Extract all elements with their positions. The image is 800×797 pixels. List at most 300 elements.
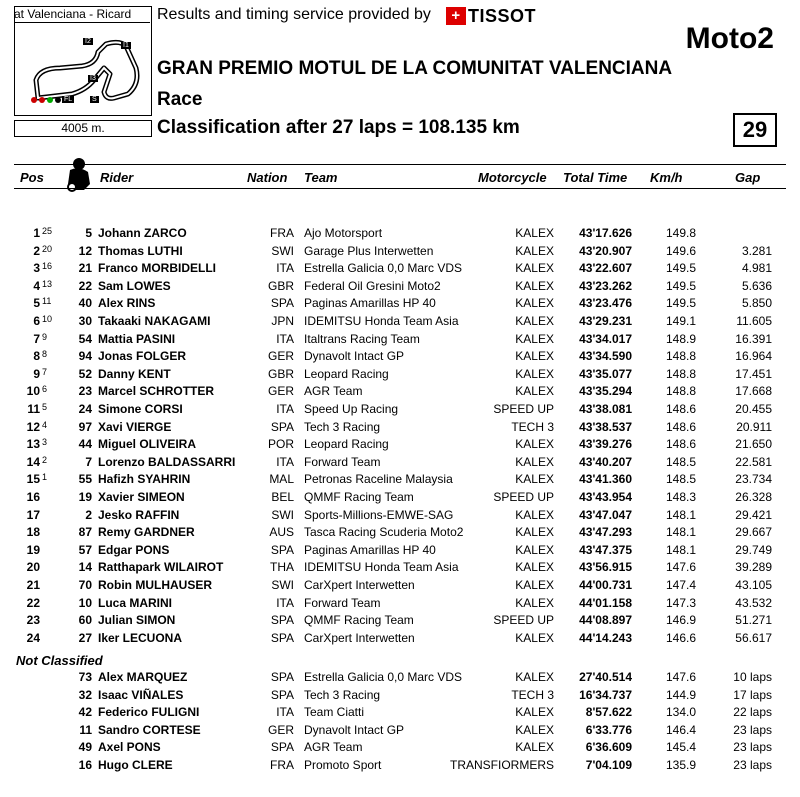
cell-time: 44'14.243: [579, 630, 632, 645]
col-nation: Nation: [247, 170, 288, 185]
cell-time: 43'17.626: [579, 226, 632, 240]
cell-rider: Remy GARDNER: [98, 525, 195, 540]
cell-num: 57: [78, 542, 92, 557]
cell-moto: KALEX: [515, 507, 554, 522]
track-map-icon: [16, 24, 148, 112]
cell-pos: 12: [26, 419, 40, 434]
cell-rider: Simone CORSI: [98, 402, 183, 416]
cell-pos: 4: [33, 278, 40, 293]
cell-time: 43'47.293: [579, 525, 632, 540]
cell-time: 7'04.109: [585, 758, 632, 772]
cell-team: Tech 3 Racing: [304, 419, 381, 434]
classification-title: Classification after 27 laps = 108.135 km: [157, 117, 520, 138]
cell-rider: Miguel OLIVEIRA: [98, 437, 197, 452]
cell-num: 52: [78, 366, 92, 381]
cell-pos: 1: [33, 226, 40, 240]
cell-nation: FRA: [270, 758, 294, 772]
cell-grid: 3: [42, 437, 48, 448]
cell-num: 24: [78, 402, 92, 416]
cell-gap: 17.451: [735, 366, 772, 381]
cell-gap: 4.981: [741, 261, 772, 276]
col-total-time: Total Time: [563, 170, 628, 185]
cell-num: 55: [78, 472, 92, 487]
cell-moto: KALEX: [515, 472, 554, 487]
cell-team: Forward Team: [304, 595, 381, 610]
cell-kmh: 149.1: [665, 314, 696, 328]
cell-kmh: 147.6: [665, 560, 696, 575]
table-row: [0, 260, 800, 277]
cell-pos: 2: [33, 243, 40, 258]
cell-kmh: 149.5: [665, 261, 696, 276]
cell-grid: 2: [42, 454, 48, 465]
cell-time: 43'41.360: [579, 472, 632, 487]
cell-num: 97: [78, 419, 92, 434]
track-name: at Valenciana - Ricard: [14, 6, 150, 23]
cell-pos: 11: [27, 402, 40, 416]
cell-team: Paginas Amarillas HP 40: [304, 296, 436, 311]
marker-i3: I3: [90, 75, 96, 82]
cell-nation: FRA: [270, 226, 294, 240]
cell-team: Forward Team: [304, 454, 381, 469]
cell-pos: 14: [26, 454, 40, 469]
cell-nation: SPA: [270, 296, 294, 311]
cell-pos: 24: [26, 630, 40, 645]
table-row: [0, 704, 800, 721]
cell-rider: Luca MARINI: [98, 595, 173, 610]
cell-pos: 21: [26, 578, 40, 592]
cell-nation: SWI: [271, 243, 294, 258]
cell-team: AGR Team: [304, 740, 363, 755]
not-classified-label: Not Classified: [16, 653, 103, 668]
cell-num: 27: [78, 630, 92, 645]
cell-num: 87: [78, 525, 92, 540]
cell-gap: 29.667: [735, 525, 772, 540]
cell-nation: JPN: [271, 314, 294, 328]
cell-num: 2: [85, 507, 92, 522]
cell-time: 43'35.294: [579, 384, 632, 399]
cell-rider: Johann ZARCO: [98, 226, 187, 240]
cell-num: 16: [78, 758, 92, 772]
table-row: [0, 436, 800, 453]
table-row: [0, 612, 800, 629]
cell-team: Italtrans Racing Team: [304, 331, 420, 346]
cell-gap: 20.911: [736, 419, 772, 434]
cell-kmh: 149.8: [665, 226, 696, 240]
cell-team: AGR Team: [304, 384, 363, 399]
cell-grid: 5: [42, 402, 48, 412]
cell-nation: ITA: [276, 705, 294, 720]
cell-kmh: 149.6: [665, 243, 696, 258]
cell-pos: 18: [26, 525, 40, 540]
cell-gap: 5.850: [741, 296, 772, 311]
cell-moto: KALEX: [515, 261, 554, 276]
cell-pos: 22: [26, 595, 40, 610]
cell-nation: ITA: [276, 595, 294, 610]
col-pos: Pos: [20, 170, 44, 185]
cell-moto: KALEX: [515, 243, 554, 258]
table-row: [0, 471, 800, 488]
cell-gap: 10 laps: [733, 670, 772, 684]
cell-gap: 22 laps: [733, 705, 772, 720]
col-team: Team: [304, 170, 338, 185]
cell-kmh: 148.1: [665, 542, 696, 557]
cell-num: 40: [78, 296, 92, 311]
cell-kmh: 147.4: [665, 578, 696, 592]
cell-nation: BEL: [271, 490, 294, 504]
cell-pos: 17: [26, 507, 40, 522]
cell-gap: 23.734: [735, 472, 772, 487]
cell-moto: SPEED UP: [493, 490, 554, 504]
cell-moto: KALEX: [515, 226, 554, 240]
cell-team: QMMF Racing Team: [304, 613, 414, 628]
cell-num: 32: [78, 687, 92, 702]
cell-gap: 23 laps: [733, 758, 772, 772]
cell-gap: 20.455: [735, 402, 772, 416]
table-row: [0, 669, 800, 686]
cell-nation: SPA: [270, 613, 294, 628]
cell-pos: 6: [33, 314, 40, 328]
cell-nation: GER: [267, 349, 294, 364]
cell-moto: KALEX: [515, 296, 554, 311]
event-name: GRAN PREMIO MOTUL DE LA COMUNITAT VALENCIANA: [157, 58, 673, 79]
cell-gap: 3.281: [741, 243, 772, 258]
cell-gap: 16.391: [735, 331, 772, 346]
cell-num: 19: [78, 490, 92, 504]
cell-gap: 56.617: [735, 630, 772, 645]
cell-time: 43'38.537: [579, 419, 632, 434]
cell-grid: 6: [42, 384, 48, 395]
cell-moto: KALEX: [515, 331, 554, 346]
cell-num: 12: [78, 243, 92, 258]
table-row: [0, 331, 800, 348]
table-row: [0, 687, 800, 704]
table-row: [0, 524, 800, 541]
cell-team: Federal Oil Gresini Moto2: [304, 278, 441, 293]
cell-nation: ITA: [276, 454, 294, 469]
cell-rider: Marcel SCHROTTER: [98, 384, 215, 399]
cell-kmh: 144.9: [665, 687, 696, 702]
cell-nation: AUS: [269, 525, 294, 540]
cell-time: 43'23.262: [579, 278, 632, 293]
cell-kmh: 148.5: [665, 472, 696, 487]
cell-rider: Lorenzo BALDASSARRI: [98, 454, 236, 469]
cell-rider: Hugo CLERE: [98, 758, 173, 772]
cell-moto: KALEX: [515, 705, 554, 720]
col-motorcycle: Motorcycle: [478, 170, 547, 185]
cell-rider: Ratthapark WILAIROT: [98, 560, 224, 575]
cell-rider: Robin MULHAUSER: [98, 578, 212, 592]
cell-kmh: 148.6: [665, 437, 696, 452]
cell-num: 5: [85, 226, 92, 240]
cell-pos: 16: [26, 490, 40, 504]
table-row: [0, 630, 800, 647]
cell-pos: 8: [33, 349, 40, 364]
tissot-logo: [446, 6, 536, 26]
cell-pos: 15: [26, 472, 40, 487]
cell-team: Sports-Millions-EMWE-SAG: [304, 507, 454, 522]
cell-pos: 9: [33, 366, 40, 381]
cell-team: CarXpert Interwetten: [304, 630, 415, 645]
cell-num: 70: [78, 578, 92, 592]
cell-nation: MAL: [269, 472, 294, 487]
cell-moto: KALEX: [515, 384, 554, 399]
cell-kmh: 149.5: [665, 296, 696, 311]
cell-grid: 1: [42, 472, 48, 483]
cell-gap: 21.650: [735, 437, 772, 452]
cell-moto: SPEED UP: [493, 613, 554, 628]
table-row: [0, 542, 800, 559]
cell-time: 43'23.476: [579, 296, 632, 311]
cell-kmh: 148.1: [665, 525, 696, 540]
cell-num: 11: [79, 722, 92, 737]
cell-pos: 7: [33, 331, 40, 346]
cell-rider: Alex MARQUEZ: [98, 670, 188, 684]
marker-s: S: [92, 96, 97, 103]
cell-num: 14: [78, 560, 92, 575]
cell-gap: 39.289: [735, 560, 772, 575]
cell-kmh: 148.6: [665, 419, 696, 434]
cell-moto: KALEX: [515, 560, 554, 575]
cell-moto: TECH 3: [511, 687, 554, 702]
cell-time: 44'00.731: [579, 578, 632, 592]
cell-kmh: 147.3: [665, 595, 696, 610]
cell-grid: 20: [42, 243, 53, 254]
cell-gap: 22.581: [735, 454, 772, 469]
cell-team: IDEMITSU Honda Team Asia: [304, 560, 459, 575]
cell-gap: 17.668: [735, 384, 772, 399]
cell-grid: 4: [42, 419, 48, 430]
marker-i1: I1: [123, 42, 129, 49]
cell-moto: KALEX: [515, 740, 554, 755]
cell-kmh: 148.8: [665, 384, 696, 399]
cell-pos: 20: [26, 560, 40, 575]
cell-grid: 10: [42, 314, 53, 324]
cell-team: Tasca Racing Scuderia Moto2: [304, 525, 464, 540]
cell-team: IDEMITSU Honda Team Asia: [304, 314, 459, 328]
cell-grid: 9: [42, 331, 48, 342]
cell-pos: 5: [33, 296, 40, 311]
page-number: 29: [733, 113, 777, 147]
cell-kmh: 148.9: [665, 331, 696, 346]
cell-time: 43'29.231: [579, 314, 632, 328]
cell-rider: Isaac VIÑALES: [98, 687, 184, 702]
cell-rider: Danny KENT: [98, 366, 171, 381]
cell-moto: KALEX: [515, 595, 554, 610]
tissot-cross-icon: +: [446, 7, 466, 25]
cell-gap: 23 laps: [733, 722, 772, 737]
cell-team: Estrella Galicia 0,0 Marc VDS: [304, 670, 463, 684]
cell-time: 44'08.897: [579, 613, 632, 628]
cell-gap: 43.532: [735, 595, 772, 610]
cell-num: 22: [78, 278, 92, 293]
cell-time: 43'47.047: [579, 507, 632, 522]
table-row: [0, 757, 800, 774]
cell-rider: Mattia PASINI: [98, 331, 176, 346]
table-row: [0, 739, 800, 756]
cell-moto: KALEX: [515, 366, 554, 381]
cell-team: Promoto Sport: [304, 758, 382, 772]
cell-num: 7: [85, 454, 92, 469]
cell-rider: Federico FULIGNI: [98, 705, 200, 720]
cell-rider: Axel PONS: [98, 740, 161, 755]
cell-num: 73: [78, 670, 92, 684]
cell-num: 30: [78, 314, 92, 328]
table-row: [0, 419, 800, 436]
cell-kmh: 134.0: [665, 705, 696, 720]
cell-rider: Xavi VIERGE: [98, 419, 172, 434]
cell-rider: Alex RINS: [98, 296, 156, 311]
col-rider: Rider: [100, 170, 134, 185]
cell-moto: KALEX: [515, 454, 554, 469]
table-row: [0, 559, 800, 576]
col-kmh: Km/h: [650, 170, 683, 185]
cell-grid: 8: [42, 349, 48, 360]
cell-num: 21: [78, 261, 92, 276]
table-row: [0, 454, 800, 471]
cell-grid: 25: [42, 226, 53, 236]
header-bottom-rule: [14, 188, 786, 189]
cell-pos: 3: [33, 261, 40, 276]
cell-moto: TRANSFIORMERS: [449, 758, 554, 772]
cell-pos: 10: [26, 384, 40, 399]
cell-time: 43'43.954: [579, 490, 632, 504]
cell-time: 6'33.776: [585, 722, 632, 737]
cell-num: 10: [78, 595, 92, 610]
cell-num: 44: [78, 437, 92, 452]
cell-nation: GER: [267, 722, 294, 737]
cell-pos: 13: [26, 437, 40, 452]
table-row: [0, 225, 800, 242]
cell-nation: POR: [267, 437, 294, 452]
cell-nation: SPA: [270, 630, 294, 645]
cell-team: Dynavolt Intact GP: [304, 349, 405, 364]
cell-num: 23: [78, 384, 92, 399]
cell-moto: KALEX: [515, 437, 554, 452]
cell-time: 43'40.207: [579, 454, 632, 469]
cell-gap: 51.271: [735, 613, 772, 628]
cell-kmh: 148.8: [665, 366, 696, 381]
tissot-brand: TISSOT: [468, 5, 537, 26]
cell-nation: SPA: [270, 419, 294, 434]
cell-moto: KALEX: [515, 314, 554, 328]
cell-moto: TECH 3: [511, 419, 554, 434]
cell-nation: SPA: [270, 542, 294, 557]
cell-kmh: 148.5: [665, 454, 696, 469]
cell-nation: THA: [270, 560, 294, 575]
cell-pos: 23: [26, 613, 40, 628]
col-gap: Gap: [735, 170, 761, 185]
cell-gap: 26.328: [735, 490, 772, 504]
cell-kmh: 146.9: [665, 613, 696, 628]
table-row: [0, 595, 800, 612]
cell-moto: KALEX: [515, 278, 554, 293]
cell-moto: KALEX: [515, 578, 554, 592]
cell-gap: 17 laps: [733, 687, 772, 702]
cell-time: 6'36.609: [585, 740, 632, 755]
cell-rider: Julian SIMON: [98, 613, 176, 628]
cell-rider: Takaaki NAKAGAMI: [98, 314, 211, 328]
table-row: [0, 295, 800, 312]
cell-time: 43'39.276: [579, 437, 632, 452]
cell-kmh: 146.4: [665, 722, 696, 737]
cell-num: 49: [78, 740, 92, 755]
cell-grid: 16: [42, 261, 53, 272]
class-name: Moto2: [685, 22, 774, 55]
cell-time: 16'34.737: [579, 687, 632, 702]
cell-nation: GER: [267, 384, 294, 399]
cell-rider: Hafizh SYAHRIN: [98, 472, 191, 487]
cell-gap: 29.421: [735, 507, 772, 522]
cell-nation: ITA: [276, 261, 294, 276]
cell-team: Petronas Raceline Malaysia: [304, 472, 453, 487]
cell-team: Tech 3 Racing: [304, 687, 381, 702]
table-row: [0, 243, 800, 260]
cell-team: Leopard Racing: [304, 366, 389, 381]
cell-rider: Iker LECUONA: [98, 630, 183, 645]
cell-rider: Xavier SIMEON: [98, 490, 185, 504]
cell-kmh: 135.9: [665, 758, 696, 772]
cell-nation: SPA: [270, 740, 294, 755]
cell-time: 44'01.158: [579, 595, 632, 610]
cell-nation: ITA: [276, 331, 294, 346]
table-row: [0, 366, 800, 383]
cell-time: 43'35.077: [579, 366, 632, 381]
cell-gap: 29.749: [735, 542, 772, 557]
cell-num: 54: [78, 331, 92, 346]
cell-team: QMMF Racing Team: [304, 490, 414, 504]
cell-team: Speed Up Racing: [304, 402, 399, 416]
cell-num: 94: [78, 349, 92, 364]
cell-team: Garage Plus Interwetten: [304, 243, 434, 258]
table-row: [0, 722, 800, 739]
cell-time: 43'20.907: [579, 243, 632, 258]
cell-moto: KALEX: [515, 722, 554, 737]
cell-team: Ajo Motorsport: [304, 226, 383, 240]
cell-num: 60: [78, 613, 92, 628]
cell-pos: 19: [26, 542, 40, 557]
cell-nation: SWI: [271, 507, 294, 522]
cell-nation: SWI: [271, 578, 294, 592]
table-row: [0, 577, 800, 594]
cell-kmh: 147.6: [665, 670, 696, 684]
cell-time: 43'38.081: [579, 402, 632, 416]
cell-kmh: 148.6: [665, 402, 696, 416]
cell-moto: SPEED UP: [493, 402, 554, 416]
cell-gap: 43.105: [735, 578, 772, 592]
cell-time: 43'22.607: [579, 261, 632, 276]
cell-team: CarXpert Interwetten: [304, 578, 415, 592]
cell-nation: SPA: [270, 687, 294, 702]
cell-rider: Sam LOWES: [98, 278, 171, 293]
cell-grid: 13: [42, 278, 53, 289]
marker-i2: I2: [85, 38, 91, 45]
cell-time: 43'56.915: [579, 560, 632, 575]
cell-gap: 16.964: [735, 349, 772, 364]
cell-rider: Jonas FOLGER: [98, 349, 187, 364]
track-length: 4005 m.: [14, 120, 152, 137]
cell-team: Team Ciatti: [304, 705, 365, 720]
table-row: [0, 348, 800, 365]
cell-gap: 5.636: [741, 278, 772, 293]
cell-moto: KALEX: [515, 349, 554, 364]
cell-rider: Sandro CORTESE: [98, 722, 201, 737]
cell-time: 43'47.375: [579, 542, 632, 557]
table-row: [0, 383, 800, 400]
session-name: Race: [157, 89, 203, 110]
cell-nation: ITA: [276, 402, 294, 416]
cell-moto: KALEX: [515, 542, 554, 557]
cell-rider: Thomas LUTHI: [98, 243, 183, 258]
